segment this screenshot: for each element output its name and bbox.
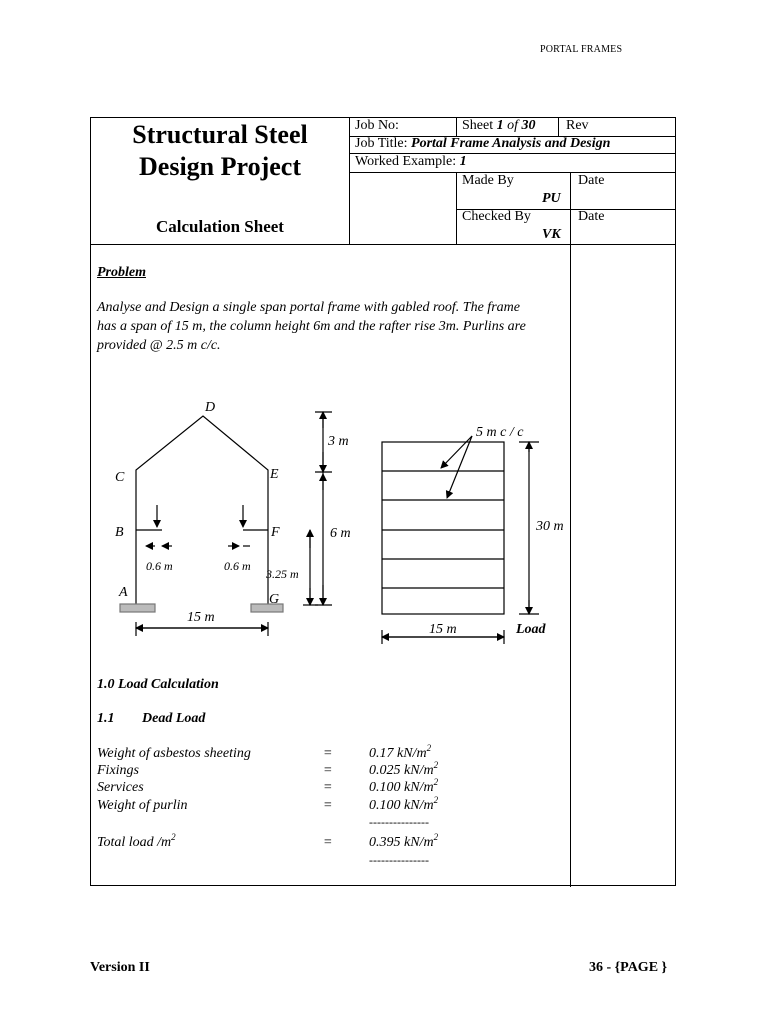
total-load-eq: = xyxy=(323,835,333,850)
dead-load-heading: Dead Load xyxy=(142,711,206,726)
span-dim-label: 15 m xyxy=(187,610,215,625)
job-no-label: Job No: xyxy=(355,118,399,133)
load-item-label: Services xyxy=(97,780,144,795)
rev-label: Rev xyxy=(566,118,589,133)
load-item-label: Weight of purlin xyxy=(97,798,188,813)
load-item-value: 0.17 $kN/m^2$ xyxy=(369,743,432,761)
project-title-line1: Structural Steel xyxy=(132,120,308,149)
worked-example-label: Worked Example: xyxy=(355,154,457,169)
node-label-F: F xyxy=(271,525,280,540)
project-title-line2: Design Project xyxy=(139,152,301,181)
load-label: Load xyxy=(516,622,546,637)
footer-version: Version II xyxy=(90,960,150,975)
load-item-label: Weight of asbestos sheeting xyxy=(97,746,251,761)
problem-line-1: Analyse and Design a single span portal frame with gabled roof. The frame xyxy=(97,300,520,315)
rise-dim-label: 3 m xyxy=(328,434,349,449)
made-by-value: PU xyxy=(542,191,561,206)
calculation-sheet-subtitle: Calculation Sheet xyxy=(156,217,284,236)
load-item-eq: = xyxy=(323,798,333,813)
made-by-label: Made By xyxy=(462,173,514,188)
load-item-value: 0.025 $kN/m^2$ xyxy=(369,760,439,778)
sheet-of: of xyxy=(507,118,518,133)
date-label-2: Date xyxy=(578,209,605,224)
offset-left-label: 0.6 m xyxy=(146,559,173,573)
load-item-eq: = xyxy=(323,780,333,795)
node-label-G: G xyxy=(269,592,280,607)
purlin-spacing-label: 5 m c / c xyxy=(476,425,524,440)
problem-line-2: has a span of 15 m, the column height 6m and the rafter rise 3m. Purlins are xyxy=(97,319,526,334)
date-label-1: Date xyxy=(578,173,605,188)
portal-frame-outline xyxy=(136,416,268,604)
load-calc-heading: 1.0 Load Calculation xyxy=(97,677,219,692)
separator-line: --------------- xyxy=(369,853,429,867)
total-load-label: Total load $/m^2$ xyxy=(97,832,176,850)
load-item-eq: = xyxy=(323,746,333,761)
plan-length-label: 30 m xyxy=(536,519,564,534)
column-dim-label: 6 m xyxy=(330,526,351,541)
total-load-value: 0.395 $kN/m^2$ xyxy=(369,832,439,850)
problem-line-3: provided @ 2.5 m c/c. xyxy=(97,338,221,353)
checked-by-value: VK xyxy=(542,227,561,242)
node-label-D: D xyxy=(205,400,216,415)
offset-right-label: 0.6 m xyxy=(224,559,251,573)
node-label-B: B xyxy=(115,525,124,540)
job-title-value: Portal Frame Analysis and Design xyxy=(411,136,611,151)
node-label-C: C xyxy=(115,470,125,485)
footer-page: 36 - {PAGE } xyxy=(589,960,668,975)
separator-line: --------------- xyxy=(369,815,429,829)
sheet-total: 30 xyxy=(521,118,536,133)
sheet-number: 1 xyxy=(496,118,504,133)
dead-load-number: 1.1 xyxy=(97,711,115,726)
plan-span-label: 15 m xyxy=(429,622,457,637)
bracket-height-label: 3.25 m xyxy=(266,567,299,581)
sheet-label: Sheet xyxy=(462,118,494,133)
support-A xyxy=(120,604,155,612)
problem-heading: Problem xyxy=(97,265,146,280)
worked-example-value: 1 xyxy=(459,154,467,169)
load-item-value: 0.100 $kN/m^2$ xyxy=(369,795,439,813)
node-label-A: A xyxy=(119,585,128,600)
job-title-label: Job Title: xyxy=(355,136,408,151)
node-label-E: E xyxy=(270,467,279,482)
page-header: PORTAL FRAMES xyxy=(540,44,623,55)
load-item-value: 0.100 $kN/m^2$ xyxy=(369,777,439,795)
checked-by-label: Checked By xyxy=(462,209,531,224)
load-item-label: Fixings xyxy=(97,763,139,778)
load-item-eq: = xyxy=(323,763,333,778)
